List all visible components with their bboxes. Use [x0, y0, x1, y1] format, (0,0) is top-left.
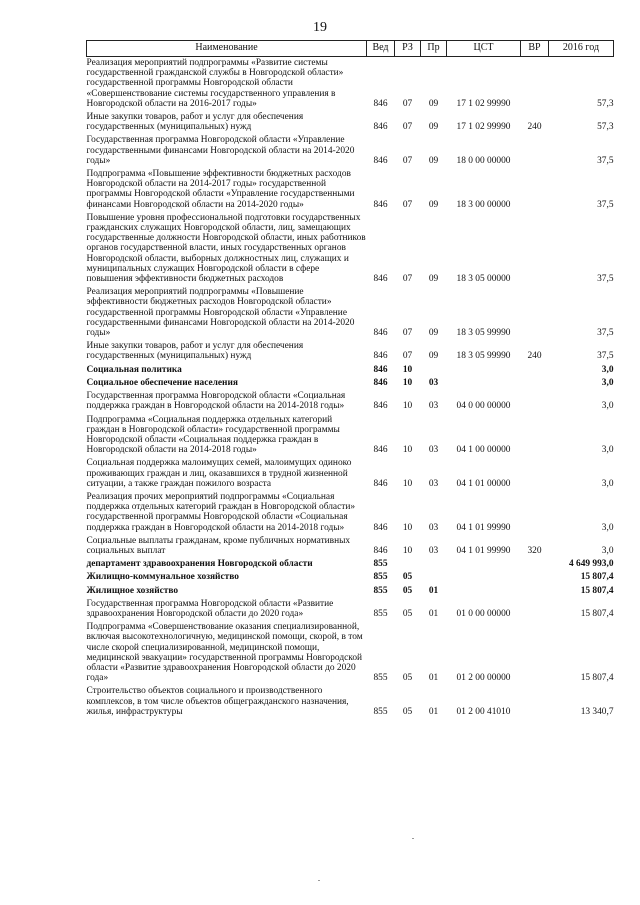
- table-row: [87, 585, 614, 598]
- row-ved: 855: [373, 585, 388, 596]
- header-ved: Вед: [367, 41, 395, 57]
- row-pr: 03: [428, 478, 439, 489]
- row-rz: 10: [402, 545, 413, 556]
- row-vr: [521, 571, 549, 584]
- row-ved: 846: [373, 522, 388, 533]
- header-cst: ЦСТ: [447, 41, 521, 57]
- row-cst: 18 3 00 00000: [456, 199, 511, 210]
- row-pr: 03: [428, 545, 439, 556]
- row-vr: [521, 585, 549, 598]
- row-vr: [521, 390, 549, 413]
- row-cst: [447, 364, 521, 377]
- row-pr: [421, 364, 447, 377]
- row-cst: 18 0 00 00000: [456, 155, 511, 166]
- row-ved: 846: [373, 328, 388, 339]
- row-cst: [447, 558, 521, 571]
- table-row: [87, 558, 614, 571]
- row-ved: 855: [373, 706, 388, 717]
- row-ved: 846: [373, 478, 388, 489]
- row-vr: [521, 685, 549, 719]
- row-pr: 09: [428, 351, 439, 362]
- row-name: Иные закупки товаров, работ и услуг для обеспечения государственных (муниципальных) нужд: [86, 112, 304, 133]
- row-rz: 10: [402, 364, 413, 375]
- row-cst: 04 0 00 00000: [456, 401, 511, 412]
- table-row: [87, 364, 614, 377]
- row-name: Жилищное хозяйство: [86, 585, 179, 596]
- row-cst: 04 1 01 00000: [456, 478, 511, 489]
- row-name: Подпрограмма «Совершенствование оказания специализированной, включая высокотехнологичную, медицинской помощи, скорой, в том числе скорой специализированной, медицинской помощи, медицинской эвакуации» государственной программы Новгородской области «Развитие здравоохранения Новгородской области до 2020 года»: [86, 622, 363, 684]
- row-amount: 57,3: [597, 122, 614, 133]
- row-name: Повышение уровня профессиональной подготовки государственных гражданских служащих Новгородской области, лиц, замещающих государственные должности Новгородской области, иных работников органов государственной власти, иных государственных органов Новгородской области, выборных должностных лиц, служащих и муниципальных служащих Новгородской области в сфере повышения эффективности бюджетных расходов: [86, 212, 366, 285]
- row-ved: 846: [373, 545, 388, 556]
- row-cst: 04 1 00 00000: [456, 445, 511, 456]
- row-rz: 05: [402, 572, 413, 583]
- row-rz: 05: [402, 673, 413, 684]
- row-rz: 05: [402, 608, 413, 619]
- table-header-row: [87, 41, 614, 57]
- row-amount: 37,5: [597, 328, 614, 339]
- table-row: [87, 491, 614, 535]
- row-pr: 01: [428, 585, 439, 596]
- row-pr: [421, 571, 447, 584]
- scan-speck: [412, 838, 414, 839]
- table-row: [87, 457, 614, 491]
- row-amount: 57,3: [597, 98, 614, 109]
- row-amount: 3,0: [601, 401, 614, 412]
- row-cst: [447, 377, 521, 390]
- row-pr: 09: [428, 274, 439, 285]
- row-ved: 846: [373, 155, 388, 166]
- row-name: Государственная программа Новгородской области «Развитие здравоохранения Новгородской области до 2020 года»: [86, 598, 334, 619]
- table-row: [87, 414, 614, 458]
- row-pr: 09: [428, 155, 439, 166]
- row-vr: [521, 364, 549, 377]
- row-ved: 846: [373, 274, 388, 285]
- row-amount: 37,5: [597, 274, 614, 285]
- row-ved: 855: [373, 559, 388, 570]
- header-year: 2016 год: [549, 41, 614, 57]
- row-name: Социальные выплаты гражданам, кроме публичных нормативных социальных выплат: [86, 535, 351, 556]
- header-vr: ВР: [521, 41, 549, 57]
- row-pr: 09: [428, 199, 439, 210]
- row-rz: 07: [402, 351, 413, 362]
- table-row: [87, 111, 614, 134]
- row-rz: 10: [402, 522, 413, 533]
- row-vr: [521, 168, 549, 212]
- row-ved: 846: [373, 98, 388, 109]
- row-amount: 3,0: [601, 364, 614, 375]
- row-rz: 10: [402, 377, 413, 388]
- row-cst: [447, 585, 521, 598]
- row-vr: [521, 377, 549, 390]
- row-ved: 846: [373, 364, 388, 375]
- table-row: [87, 621, 614, 685]
- row-name: департамент здравоохранения Новгородской области: [86, 559, 313, 570]
- row-ved: 846: [373, 351, 388, 362]
- row-vr: 240: [527, 351, 542, 362]
- table-row: [87, 571, 614, 584]
- row-vr: [521, 491, 549, 535]
- row-name: Реализация мероприятий подпрограммы «Повышение эффективности бюджетных расходов Новгородской области» государственной программы Новгородской области «Управление государственными финансами Новгородской области на 2014-2020 годы»: [86, 287, 355, 339]
- row-name: Подпрограмма «Повышение эффективности бюджетных расходов Новгородской области на 2014-2017 годы» государственной программы Новгородской области «Управление государственными финансами Новгородской области на 2014-2020 годы»: [86, 169, 355, 210]
- table-row: [87, 212, 614, 286]
- row-amount: 3,0: [601, 522, 614, 533]
- row-amount: 37,5: [597, 351, 614, 362]
- table-row: [87, 535, 614, 558]
- row-amount: 37,5: [597, 199, 614, 210]
- row-rz: 10: [402, 445, 413, 456]
- row-cst: 17 1 02 99990: [456, 98, 511, 109]
- row-rz: 07: [402, 274, 413, 285]
- row-pr: 09: [428, 122, 439, 133]
- row-vr: [521, 286, 549, 340]
- header-name: Наименование: [87, 41, 367, 57]
- row-vr: [521, 134, 549, 168]
- row-pr: [421, 558, 447, 571]
- row-pr: 01: [428, 673, 439, 684]
- row-vr: [521, 57, 549, 112]
- row-cst: 01 2 00 00000: [456, 673, 511, 684]
- row-cst: [447, 571, 521, 584]
- row-name: Социальная политика: [86, 364, 182, 375]
- row-amount: 15 807,4: [580, 585, 614, 596]
- row-cst: 01 0 00 00000: [456, 608, 511, 619]
- table-row: [87, 57, 614, 112]
- page-number: 19: [313, 20, 327, 35]
- scan-speck: [318, 880, 320, 881]
- row-rz: 07: [402, 199, 413, 210]
- table-row: [87, 390, 614, 413]
- table-row: [87, 168, 614, 212]
- header-pr: Пр: [421, 41, 447, 57]
- row-rz: 07: [402, 328, 413, 339]
- header-rz: РЗ: [395, 41, 421, 57]
- row-amount: 15 807,4: [580, 673, 614, 684]
- row-amount: 15 807,4: [580, 608, 614, 619]
- row-amount: 3,0: [601, 377, 614, 388]
- row-amount: 3,0: [601, 478, 614, 489]
- row-cst: 01 2 00 41010: [456, 706, 511, 717]
- row-vr: [521, 598, 549, 621]
- row-rz: 07: [402, 155, 413, 166]
- row-vr: [521, 621, 549, 685]
- row-pr: 01: [428, 608, 439, 619]
- row-name: Социальное обеспечение населения: [86, 377, 238, 388]
- row-amount: 37,5: [597, 155, 614, 166]
- row-rz: 10: [402, 401, 413, 412]
- row-rz: 10: [402, 478, 413, 489]
- row-rz: 05: [402, 585, 413, 596]
- row-ved: 846: [373, 199, 388, 210]
- row-name: Реализация мероприятий подпрограммы «Развитие системы государственной гражданской службы в Новгородской области» государственной программы Новгородской области «Совершенствование системы государственного управления в Новгородской области на 2016-2017 годы»: [86, 58, 344, 109]
- row-name: Подпрограмма «Социальная поддержка отдельных категорий граждан в Новгородской области» государственной программы Новгородской области «Социальная поддержка граждан в Новгородской области на 2014-2018 годы»: [86, 414, 340, 456]
- table-row: [87, 377, 614, 390]
- row-vr: [521, 212, 549, 286]
- row-pr: 03: [428, 401, 439, 412]
- row-rz: [395, 558, 421, 571]
- row-vr: [521, 414, 549, 458]
- row-name: Государственная программа Новгородской области «Социальная поддержка граждан в Новгородской области на 2014-2018 годы»: [86, 391, 346, 412]
- row-vr: 240: [527, 122, 542, 133]
- row-vr: 320: [527, 545, 542, 556]
- row-rz: 07: [402, 122, 413, 133]
- row-name: Иные закупки товаров, работ и услуг для обеспечения государственных (муниципальных) нужд: [86, 341, 304, 362]
- row-cst: 18 3 05 99990: [456, 351, 511, 362]
- table-row: [87, 134, 614, 168]
- row-vr: [521, 558, 549, 571]
- row-amount: 3,0: [601, 545, 614, 556]
- row-pr: 09: [428, 328, 439, 339]
- row-ved: 846: [373, 122, 388, 133]
- table-row: [87, 340, 614, 363]
- row-amount: 15 807,4: [580, 572, 614, 583]
- row-cst: 18 3 05 99990: [456, 328, 511, 339]
- row-name: Строительство объектов социального и производственного комплексов, в том числе объектов общегражданского назначения, жилья, инфраструктуры: [86, 686, 349, 717]
- row-pr: 03: [428, 377, 439, 388]
- table-row: [87, 685, 614, 719]
- row-pr: 01: [428, 706, 439, 717]
- row-pr: 09: [428, 98, 439, 109]
- row-ved: 855: [373, 572, 388, 583]
- row-amount: 3,0: [601, 445, 614, 456]
- row-amount: 4 649 993,0: [568, 559, 614, 570]
- table-row: [87, 598, 614, 621]
- row-cst: 17 1 02 99990: [456, 122, 511, 133]
- row-name: Жилищно-коммунальное хозяйство: [86, 572, 239, 583]
- row-amount: 13 340,7: [580, 706, 614, 717]
- table-row: [87, 286, 614, 340]
- row-cst: 04 1 01 99990: [456, 545, 511, 556]
- row-name: Государственная программа Новгородской области «Управление государственными финансами Новгородской области на 2014-2020 годы»: [86, 135, 355, 166]
- row-name: Реализация прочих мероприятий подпрограммы «Социальная поддержка отдельных категорий граждан в Новгородской области» государственной программы Новгородской области «Социальная поддержка граждан в Новгородской области на 2014-2018 годы»: [86, 491, 356, 533]
- row-ved: 846: [373, 377, 388, 388]
- row-cst: 04 1 01 99990: [456, 522, 511, 533]
- row-ved: 846: [373, 445, 388, 456]
- row-pr: 03: [428, 445, 439, 456]
- budget-table: [86, 40, 614, 719]
- row-cst: 18 3 05 00000: [456, 274, 511, 285]
- row-name: Социальная поддержка малоимущих семей, малоимущих одиноко проживающих граждан и лиц, оказавшихся в трудной жизненной ситуации, а также граждан пожилого возраста: [86, 458, 352, 489]
- row-ved: 855: [373, 673, 388, 684]
- row-rz: 05: [402, 706, 413, 717]
- row-ved: 846: [373, 401, 388, 412]
- row-ved: 855: [373, 608, 388, 619]
- row-pr: 03: [428, 522, 439, 533]
- row-vr: [521, 457, 549, 491]
- row-rz: 07: [402, 98, 413, 109]
